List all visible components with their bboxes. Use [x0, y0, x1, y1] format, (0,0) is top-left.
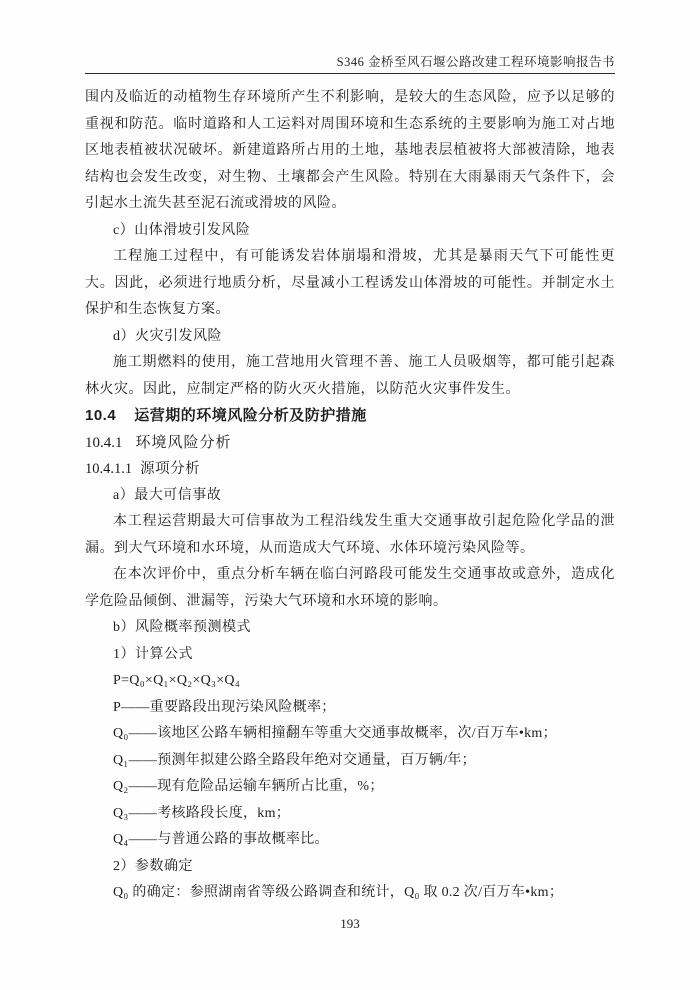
- heading-10-4-number: 10.4: [85, 407, 117, 424]
- header-rule: [85, 73, 615, 74]
- running-header-title: S346 金桥至风石堰公路改建工程环境影响报告书: [336, 55, 615, 69]
- heading-10-4-1-number: 10.4.1: [85, 434, 123, 451]
- item-2-parameter-determination: 2）参数确定: [113, 858, 193, 874]
- heading-10-4: [85, 403, 615, 430]
- item-a-max-credible-accident: a）最大可信事故: [113, 487, 222, 503]
- formula-p-equation: P=Q₀×Q₁×Q₂×Q₃×Q₄: [113, 673, 241, 688]
- definition-q2: Q₂——现有危险品运输车辆所占比重，%；: [113, 779, 384, 794]
- heading-10-4-1-1-number: 10.4.1.1: [85, 461, 133, 477]
- para-landslide-risk: 工程施工过程中，有可能诱发岩体崩塌和滑坡，尤其是暴雨天气下可能性更大。因此，必须进行地质分析，尽量减小工程诱发山体滑坡的可能性。并制定水土保护和生态恢复方案。: [85, 249, 615, 317]
- heading-10-4-1-title: 环境风险分析: [135, 434, 232, 451]
- definition-q1: Q₁——预测年拟建公路全路段年绝对交通量，百万辆/年；: [113, 752, 476, 768]
- heading-10-4-1-1: [85, 456, 615, 483]
- heading-10-4-1-1-title: 源项分析: [140, 461, 201, 477]
- item-1-calculation-formula: 1）计算公式: [113, 646, 193, 662]
- item-c-landslide-risk: c）山体滑坡引发风险: [113, 222, 251, 238]
- para-q0-determination: Q₀ 的确定：参照湖南省等级公路调查和统计，Q₀ 取 0.2 次/百万车•km；: [113, 885, 564, 900]
- para-baihe-road-analysis: 在本次评价中，重点分析车辆在临白河路段可能发生交通事故或意外，造成化学危险品倾倒、泄漏等，污染大气环境和水环境的影响。: [85, 567, 615, 609]
- definition-p: P——重要路段出现污染风险概率；: [113, 699, 336, 715]
- definition-q0: Q₀——该地区公路车辆相撞翻车等重大交通事故概率，次/百万车•km；: [113, 726, 557, 741]
- page-number: 193: [340, 916, 360, 931]
- page-body: [85, 85, 615, 907]
- para-fire-risk: 施工期燃料的使用，施工营地用火管理不善、施工人员吸烟等，都可能引起森林火灾。因此，应制定严格的防火灭火措施，以防范火灾事件发生。: [85, 355, 615, 397]
- item-d-fire-risk: d）火灾引发风险: [113, 328, 222, 344]
- item-b-risk-probability-model: b）风险概率预测模式: [113, 620, 251, 635]
- definition-q4: Q₄——与普通公路的事故概率比。: [113, 832, 329, 847]
- para-max-credible-accident: 本工程运营期最大可信事故为工程沿线发生重大交通事故引起危险化学品的泄漏。到大气环境和水环境，从而造成大气环境、水体环境污染风险等。: [85, 514, 615, 556]
- para-ecological-risk-continued: 围内及临近的动植物生存环境所产生不利影响，是较大的生态风险，应予以足够的重视和防范。临时道路和人工运料对周围环境和生态系统的主要影响为施工对占地区地表植被状况破坏。新建道路所占用的土地，基地表层植被将大部被清除，地表结构也会发生改变，对生物、土壤都会产生风险。特别在大雨暴雨天气条件下，会引起水土流失甚至泥石流或滑坡的风险。: [85, 90, 615, 211]
- heading-10-4-title: 运营期的环境风险分析及防护措施: [134, 407, 367, 424]
- definition-q3: Q₃——考核路段长度，km；: [113, 805, 291, 821]
- heading-10-4-1: [85, 430, 615, 457]
